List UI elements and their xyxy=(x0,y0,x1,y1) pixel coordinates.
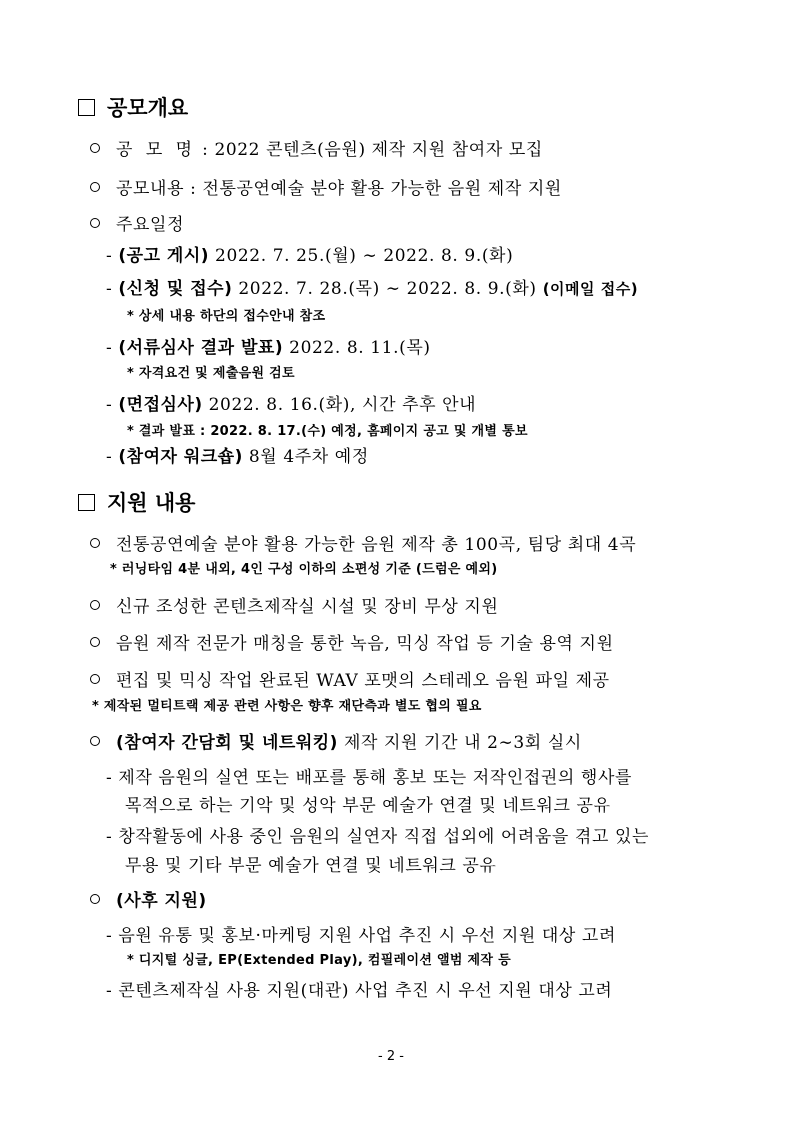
post-support-sub-item: - 음원 유통 및 홍보·마케팅 지원 사업 추진 시 우선 지원 대상 고려 xyxy=(106,926,616,946)
circle-bullet-icon xyxy=(90,674,100,684)
post-support-note: * 디지털 싱글, EP(Extended Play), 컴필레이션 앨범 제작 등 xyxy=(127,953,511,968)
overview-item-schedule: 주요일정 xyxy=(90,210,184,235)
schedule-entry: - (참여자 워크숍) 8월 4주차 예정 xyxy=(106,447,369,467)
support-item: 신규 조성한 콘텐츠제작실 시설 및 장비 무상 지원 xyxy=(90,592,498,617)
schedule-entry: - (서류심사 결과 발표) 2022. 8. 11.(목) xyxy=(106,338,431,358)
circle-bullet-icon xyxy=(90,637,100,647)
circle-bullet-icon xyxy=(90,600,100,610)
support-item: 음원 제작 전문가 매칭을 통한 녹음, 믹싱 작업 등 기술 용역 지원 xyxy=(90,629,614,654)
schedule-note: * 자격요건 및 제출음원 검토 xyxy=(127,366,295,381)
networking-sub-item: - 제작 음원의 실연 또는 배포를 통해 홍보 또는 저작인접권의 행사를 xyxy=(106,768,633,788)
checkbox-square-icon xyxy=(78,99,95,116)
circle-bullet-icon xyxy=(90,736,100,746)
schedule-entry: - (면접심사) 2022. 8. 16.(화), 시간 추후 안내 xyxy=(106,395,477,415)
section-heading-support: 지원 내용 xyxy=(78,487,195,517)
support-item-networking: (참여자 간담회 및 네트워킹) 제작 지원 기간 내 2∼3회 실시 xyxy=(90,728,582,753)
schedule-entry: - (공고 게시) 2022. 7. 25.(월) ∼ 2022. 8. 9.(화) xyxy=(106,246,514,266)
support-note: * 러닝타임 4분 내외, 4인 구성 이하의 소편성 기준 (드럼은 예외) xyxy=(110,562,498,577)
circle-bullet-icon xyxy=(90,143,100,153)
section-heading-overview: 공모개요 xyxy=(78,92,188,122)
support-item-post: (사후 지원) xyxy=(90,886,207,911)
circle-bullet-icon xyxy=(90,538,100,548)
networking-sub-item-continuation: 무용 및 기타 부문 예술가 연결 및 네트워크 공유 xyxy=(125,856,497,876)
schedule-entry: - (신청 및 접수) 2022. 7. 28.(목) ∼ 2022. 8. 9.(화) (이메일 접수) xyxy=(106,279,639,299)
overview-item-content: 공모내용 : 전통공연예술 분야 활용 가능한 음원 제작 지원 xyxy=(90,174,562,199)
page-number: - 2 - xyxy=(378,1049,404,1064)
circle-bullet-icon xyxy=(90,182,100,192)
support-note: * 제작된 멀티트랙 제공 관련 사항은 향후 재단측과 별도 협의 필요 xyxy=(92,699,482,714)
networking-sub-item-continuation: 목적으로 하는 기악 및 성악 부문 예술가 연결 및 네트워크 공유 xyxy=(125,796,611,816)
support-item: 전통공연예술 분야 활용 가능한 음원 제작 총 100곡, 팀당 최대 4곡 xyxy=(90,530,636,555)
circle-bullet-icon xyxy=(90,218,100,228)
post-support-sub-item: - 콘텐츠제작실 사용 지원(대관) 사업 추진 시 우선 지원 대상 고려 xyxy=(106,981,613,1001)
schedule-note: * 상세 내용 하단의 접수안내 참조 xyxy=(127,309,326,324)
checkbox-square-icon xyxy=(78,494,95,511)
circle-bullet-icon xyxy=(90,894,100,904)
networking-sub-item: - 창작활동에 사용 중인 음원의 실연자 직접 섭외에 어려움을 겪고 있는 xyxy=(106,827,650,847)
schedule-note: * 결과 발표 : 2022. 8. 17.(수) 예정, 홈페이지 공고 및 개별 통보 xyxy=(127,424,528,439)
overview-item-name: 공 모 명 : 2022 콘텐츠(음원) 제작 지원 참여자 모집 xyxy=(90,135,543,160)
support-item: 편집 및 믹싱 작업 완료된 WAV 포맷의 스테레오 음원 파일 제공 xyxy=(90,666,610,691)
